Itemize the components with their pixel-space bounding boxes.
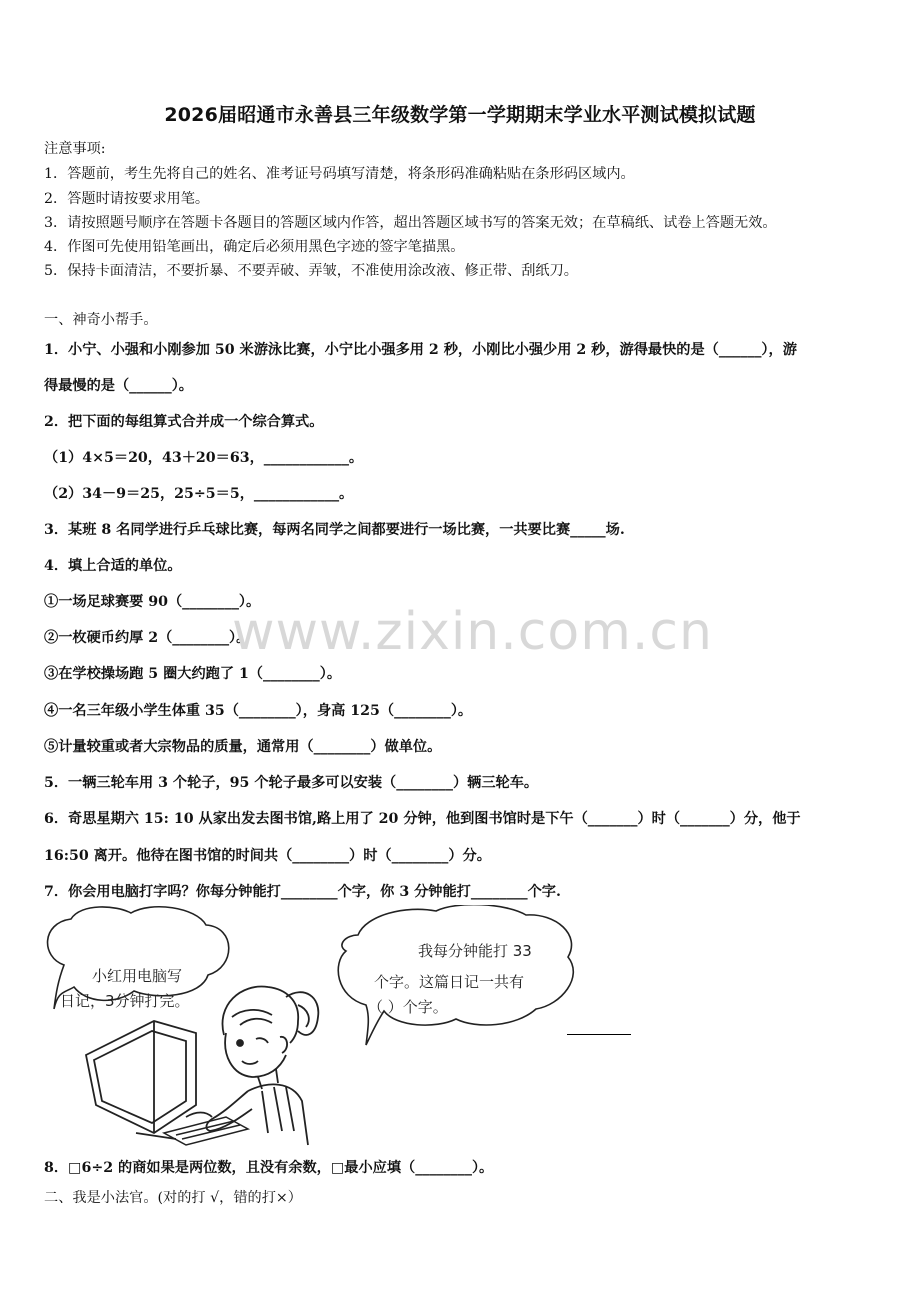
question-4: 4．填上合适的单位。 [44, 558, 182, 574]
question-2-1: （1）4×5＝20，43＋20＝63，____________。 [44, 450, 364, 466]
question-3: 3．某班 8 名同学进行乒乓球比赛，每两名同学之间都要进行一场比赛，一共要比赛_____场. [44, 522, 625, 538]
notice-item: 5．保持卡面清洁，不要折暴、不要弄破、弄皱，不准使用涂改液、修正带、刮纸刀。 [44, 263, 578, 279]
question-4-2: ②一枚硬币约厚 2（________）。 [44, 630, 251, 646]
notice-item: 3．请按照题号顺序在答题卡各题目的答题区域内作答，超出答题区域书写的答案无效；在草稿纸、试卷上答题无效。 [44, 215, 777, 231]
question-4-5: ⑤计量较重或者大宗物品的质量，通常用（________）做单位。 [44, 739, 442, 755]
question-1: 1．小宁、小强和小刚参加 50 米游泳比赛，小宁比小强多用 2 秒，小刚比小强少用 2 秒，游得最快的是（______），游 [44, 342, 797, 358]
notice-item: 1．答题前，考生先将自己的姓名、准考证号码填写清楚，将条形码准确粘贴在条形码区域内。 [44, 166, 635, 182]
question-7: 7．你会用电脑打字吗？你每分钟能打________个字，你 3 分钟能打________个字. [44, 884, 561, 900]
question-5: 5．一辆三轮车用 3 个轮子，95 个轮子最多可以安装（________）辆三轮车。 [44, 775, 539, 791]
answer-blank-line [567, 1034, 631, 1035]
question-6-cont: 16:50 离开。他待在图书馆的时间共（________）时（________）分。 [44, 848, 491, 864]
question-6: 6．奇思星期六 15: 10 从家出发去图书馆,路上用了 20 分钟，他到图书馆时是下午（_______）时（_______）分，他于 [44, 811, 801, 827]
bubble-left-line2: 日记，3分钟打完。 [60, 992, 190, 1010]
question-8: 8．□6÷2 的商如果是两位数，且没有余数，□最小应填（________）。 [44, 1160, 494, 1176]
bubble-right-line2: 个字。这篇日记一共有 [374, 973, 525, 991]
bubble-left-line1: 小红用电脑写 [92, 967, 183, 985]
bubble-right-line1: 我每分钟能打 33 [418, 942, 532, 960]
question-1-cont: 得最慢的是（______）。 [44, 378, 193, 394]
section2-heading: 二、我是小法官。(对的打 √，错的打×） [44, 1190, 302, 1206]
computer-monitor-icon [86, 1021, 196, 1139]
notice-item: 4．作图可先使用铅笔画出，确定后必须用黑色字迹的签字笔描黑。 [44, 239, 465, 255]
section1-heading: 一、神奇小帮手。 [44, 312, 158, 328]
notice-heading: 注意事项: [44, 141, 106, 157]
watermark: www.zixin.com.cn [232, 602, 713, 662]
page-title: 2026届昭通市永善县三年级数学第一学期期末学业水平测试模拟试题 [164, 104, 756, 126]
bubble-right-line3: （ ）个字。 [368, 998, 448, 1016]
illustration [36, 905, 636, 1150]
question-2-2: （2）34－9＝25，25÷5＝5，____________。 [44, 486, 354, 502]
question-4-3: ③在学校操场跑 5 圈大约跑了 1（________）。 [44, 666, 342, 682]
question-4-1: ①一场足球赛要 90（________）。 [44, 594, 261, 610]
girl-figure [186, 987, 318, 1145]
question-4-4: ④一名三年级小学生体重 35（________），身高 125（________）。 [44, 703, 473, 719]
question-2: 2．把下面的每组算式合并成一个综合算式。 [44, 414, 324, 430]
notice-item: 2．答题时请按要求用笔。 [44, 191, 210, 207]
